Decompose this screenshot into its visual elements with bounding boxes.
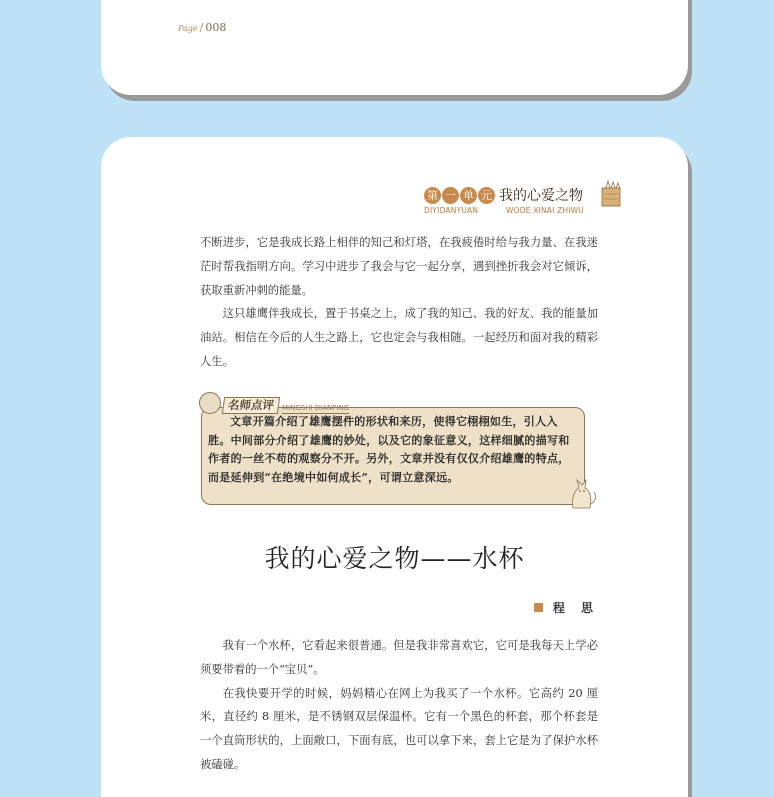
page-number-value: 008 <box>205 21 227 34</box>
unit-char: 单 <box>460 187 477 204</box>
intro-paragraph: 不断进步，它是我成长路上相伴的知己和灯塔，在我疲倦时给与我力量、在我迷茫时帮我指明方向。学习中进步了我会与它一起分享，遇到挫折我会对它倾诉，获取重新冲刺的能量。 <box>200 236 598 297</box>
current-page <box>101 137 688 797</box>
unit-pinyin-left: DIYIDANYUAN <box>424 206 479 215</box>
unit-tag <box>424 185 583 205</box>
essay-author <box>534 599 599 616</box>
teacher-comment-header <box>199 392 349 414</box>
teacher-comment-body: 文章开篇介绍了雄鹰摆件的形状和来历，使得它栩栩如生，引人入胜。中间部分介绍了雄鹰的妙处，以及它的象征意义，这样细腻的描写和作者的一丝不苟的观察分不开。另外，文章并没有仅仅介绍雄鹰的特点，而是延伸到“在绝境中如何成长”，可谓立意深远。 <box>208 415 570 484</box>
page-number <box>178 21 226 34</box>
unit-pinyin-right: WODE XINAI ZHIWU <box>506 206 584 215</box>
essay-paragraph: 在我快要开学的时候，妈妈精心在网上为我买了一个水杯。它高约 20 厘米，直径约 8 厘米，是不锈钢双层保温杯。它有一个黑色的杯套，那个杯套是一个直筒形状的，上面敞口，下面有底，也可以拿下来，套上它是为了保护水杯被磕碰。 <box>200 686 598 771</box>
unit-char: 一 <box>442 187 459 204</box>
page-number-slash-icon: / <box>199 21 204 34</box>
previous-page <box>101 0 688 95</box>
book-deco-icon <box>600 180 624 208</box>
quill-icon <box>199 392 221 414</box>
author-name: 程 思 <box>552 601 599 615</box>
unit-header <box>424 185 624 217</box>
teacher-comment-text <box>208 413 574 487</box>
author-mark-icon <box>534 603 543 612</box>
essay-text <box>200 634 598 777</box>
teacher-comment-pinyin: MINGSHI DIANPING <box>282 404 350 412</box>
unit-title: 我的心爱之物 <box>499 188 583 204</box>
teacher-comment <box>199 392 599 510</box>
intro-paragraph: 这只雄鹰伴我成长，置于书桌之上，成了我的知己、我的好友、我的能量加油站。相信在今后的人生之路上，它也定会与我相随。一起经历和面对我的精彩人生。 <box>200 307 598 368</box>
page-number-label: Page <box>178 24 198 33</box>
teacher-comment-label: 名师点评 <box>222 397 280 414</box>
intro-text <box>200 231 598 374</box>
cat-icon <box>565 470 599 510</box>
unit-char: 第 <box>424 187 441 204</box>
essay-paragraph: 我有一个水杯，它看起来很普通。但是我非常喜欢它，它可是我每天上学必须要带着的一个“宝贝”。 <box>200 639 598 676</box>
unit-char: 元 <box>478 187 495 204</box>
essay-title: 我的心爱之物——水杯 <box>264 544 525 573</box>
unit-pinyin <box>424 206 584 215</box>
